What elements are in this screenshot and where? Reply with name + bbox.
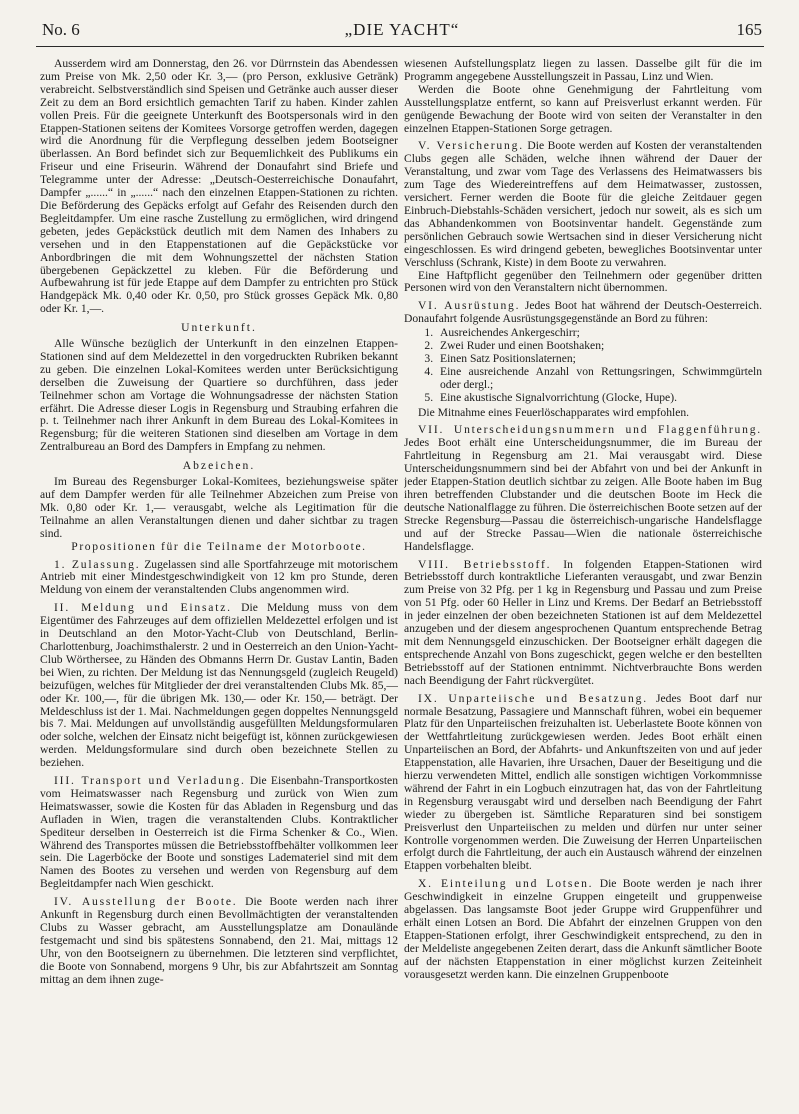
section-text: Die Boote werden auf Kosten der veranstaltenden Clubs gegen alle Schäden, welche ihnen während der Dauer der Veranstaltung, und zwar vom Tage des Verlassens des Heimatwassers bis zum Tage des Wiedereintreffens auf dem Heimatwasser, zustossen, versichert. Ferner werden die Boote für die gleiche Zeitdauer gegen Einbruch-Diebstahls-Schäden versichert, jedoch nur soweit, als es sich um das Abhandenkommen von Bootsinventar handelt. Gegenstände zum persönlichen Gebrauch sowie Wertsachen sind in dieser Versicherung nicht eingeschlossen. Es wird dringend gebeten, bewegliches Bootsinventar unter Verschluss (Schrank, Kiste) in dem Boote zu verwahren. [404, 139, 762, 269]
list-item: 5. Eine akustische Signalvorrichtung (Glocke, Hupe). [436, 392, 762, 405]
journal-title: „DIE YACHT“ [344, 20, 460, 39]
section-text: Jedes Boot erhält eine Unterscheidungsnummer, die im Bureau der Fahrtleitung in Regensburg am 21. Mai verausgabt wird. Diese Unterscheidungsnummern sind bei der Abfahrt von und bei der Ankunft in jeder Etappen-Station deutlich sichtbar zu zeigen. Alle Boote haben im Bug ihren betreffenden Clubstander und die deutschen Boote im Heck die deutsche Nationalflagge zu führen. Die österreichischen Boote setzen auf der Strecke Regensburg—Passau die österreichisch-ungarische Handelsflagge und auf der Strecke Passau—Wien die nationale österreichische Handelsflagge. [404, 436, 762, 553]
section-label: V. Versicherung. [418, 139, 524, 153]
list-item: 2. Zwei Ruder und einen Bootshaken; [436, 340, 762, 353]
section-label: VIII. Betriebsstoff. [418, 557, 552, 571]
header-rule [36, 46, 764, 47]
section-betriebsstoff [404, 559, 762, 688]
section-unterscheidung [404, 424, 762, 553]
section-text: In folgenden Etappen-Stationen wird Betriebsstoff durch kontraktliche Lieferanten verausgabt, und zwar Benzin zum Preise von 32 Pfg. per 1 kg in Regensburg und Passau und zum Preise von 51 Pfg. oder 60 Heller in Linz und Krems. Der Bedarf an Betriebsstoff in jeder einzelnen der oben bezeichneten Stationen ist auf dem Meldezettel anzugeben und der diesem angesprochenen Quantum entsprechende Betrag mit dem Nennungsgeld einzuschicken. Der Bootseigner erhält dagegen die entsprechende Anzahl von Bons zugeschickt, gegen welche er den bestellten Betriebsstoff auf der Stationen entnimmt. Nichtverbrauchte Bons werden nach Beendigung der Fahrt rückvergütet. [404, 557, 762, 687]
right-column [404, 58, 762, 1102]
section-label: III. Transport und Verladung. [54, 774, 246, 788]
paragraph-unterkunft: Alle Wünsche bezüglich der Unterkunft in den einzelnen Etappen-Stationen sind auf dem Meldezettel in den vorgedruckten Rubriken bekannt zu geben. Die einzelnen Lokal-Komitees werden unter Berücksichtigung derselben die Zuweisung der Quartiere so durchführen, dass jeder Teilnehmer schon am Vortage die Wohnungsadresse der nächsten Station erfährt. Die Adresse dieser Logis in Regensburg und Straubing erfahren die p. t. Teilnehmer nach ihrer Ankunft in dem Bureau des Lokal-Komitees in Regensburg; für die weiteren Stationen sind dieselben am Vortage in dem Zentralbureau an Bord des Dampfers in Empfang zu nehmen. [40, 337, 398, 454]
equipment-list [404, 327, 762, 404]
section-text: Jedes Boot hat während der Deutsch-Oesterreich. Donaufahrt folgende Ausrüstungsgegenstände an Bord zu führen: [404, 299, 762, 326]
section-versicherung [404, 140, 762, 269]
section-text: Die Boote werden nach ihrer Ankunft in Regensburg durch einen Bevollmächtigten der veranstaltenden Clubs zu Wasser gebracht, am Ausstellungsplatze am Donaulände festgemacht und sind bis spätestens Sonnabend, den 21. Mai, mittags 12 Uhr, von den Bootseignern zu übernehmen. Die letzteren sind verpflichtet, die Boote von Sonnabend, morgens 9 Uhr, bis zur Abfahrtszeit am Sonntag mittag an dem ihnen zuge- [40, 895, 398, 986]
section-einteilung [404, 878, 762, 981]
paragraph-feuerloescher: Die Mitnahme eines Feuerlöschapparates wird empfohlen. [418, 405, 690, 419]
left-column [40, 58, 398, 1102]
section-ausruestung [404, 300, 762, 326]
section-text: Die Meldung muss von dem Eigentümer des Fahrzeuges auf dem offiziellen Meldezettel erfolgen und ist in Deutschland an den Motor-Yacht-Club von Deutschland, Berlin-Charlottenburg, Joachimsthalerstr. 2 und in Oesterreich an den Union-Yacht-Club Wörthersee, zu Händen des Obmanns Herrn Dr. Gustav Lantin, Baden bei Wien, zu richten. Der Meldung ist das Nennungsgeld (zugleich Reugeld) beizufügen, welches für Mitglieder der drei veranstaltenden Clubs Mk. 85,— oder Kr. 100,—, für die übrigen Mk. 130,— oder Kr. 150,— beträgt. Der Meldeschluss ist der 1. Mai. Nachmeldungen gegen doppeltes Nennungsgeld bis 7. Mai. Meldungen auf unvollständig ausgefüllten Meldungsformularen oder solche, welchen der Einsatz nicht beigefügt ist, können zurückgewiesen werden. Meldungsformulare sind durch oben bezeichnete Stellen zu beziehen. [40, 601, 398, 770]
propositions-title: Propositionen für die Teilname der Motorboote. [71, 539, 367, 553]
section-label: VII. Unterscheidungsnummern und Flaggenführung. [418, 423, 762, 437]
list-item: 1. Ausreichendes Ankergeschirr; [436, 327, 762, 340]
paragraph-abzeichen: Im Bureau des Regensburger Lokal-Komitees, beziehungsweise später auf dem Dampfer werden für alle Teilnehmer Abzeichen zum Preise von Mk. 0,80 oder Kr. 1,— verausgabt, welche als Legitimation für die Teilnahme an allen Veranstaltungen dienen und daher sichtbar zu tragen sind. [40, 475, 398, 540]
list-item: 3. Einen Satz Positionslaternen; [436, 353, 762, 366]
section-text: Die Boote werden je nach ihrer Geschwindigkeit in einzelne Gruppen eingeteilt und gruppenweise abgelassen. Das langsamste Boot jeder Gruppe wird Gruppenführer und erhält einen Lotsen an Bord. Die Abfahrt der einzelnen Gruppen von den Etappen-Stationen erfolgt, ihrer Geschwindigkeit entsprechend, zu den in der Meldeliste angegebenen Zeiten derart, dass die Ankunft sämtlicher Boote auf der nächsten Etappenstation in einer möglichst kurzen Zeiteinheit vorausgesetzt werden kann. Die einzelnen Gruppenboote [404, 877, 762, 981]
list-item: 4. Eine ausreichende Anzahl von Rettungsringen, Schwimmgürteln oder dergl.; [436, 366, 762, 392]
issue-number: No. 6 [42, 20, 80, 39]
page-number: 165 [736, 20, 762, 39]
section-label: 1. Zulassung. [54, 557, 141, 571]
section-label: IV. Ausstellung der Boote. [54, 895, 238, 909]
heading-unterkunft: Unterkunft. [181, 321, 257, 335]
page-header [42, 20, 762, 44]
section-label: X. Einteilung und Lotsen. [418, 877, 594, 891]
section-text: Zugelassen sind alle Sportfahrzeuge mit motorischem Antrieb mit einer Mindestgeschwindigkeit von 12 km pro Stunde, deren Meldung von einem der veranstaltenden Clubs angenommen wird. [40, 557, 398, 597]
section-text: Jedes Boot darf nur normale Besatzung, Passagiere und Mannschaft führen, wobei ein bequemer Platz für den Unparteiischen freizuhalten ist. Ueberlastete Boote können von der Wettfahrtleitung zurückgewiesen werden. Jedes Boot erhält einen Unparteiischen an Bord, der Abfahrts- und Ankunftszeiten von und auf jeder Etappenstation, alle Havarien, ihre Ursachen, Dauer der Beseitigung und die hierzu verwendeten Mittel, endlich alle sonstigen wichtigen Vorkommnisse während der Fahrt in ein Logbuch einzutragen hat, das von der Fahrtleitung in Regensburg verausgabt wird und derselben nach Beendigung der Fahrt wieder zu übergeben ist. Sämtliche Reparaturen sind bei sonstigem Preisverlust den Unparteiischen zu melden und dürfen nur unter seiner Kontrolle vorgenommen werden. Die Zuweisung der Herren Unparteiischen erfolgt durch die Fahrtleitung, der auch ein Austausch während der einzelnen Etappen vorbehalten bleibt. [404, 691, 762, 873]
paragraph-haftpflicht: Eine Haftpflicht gegenüber den Teilnehmern oder gegenüber dritten Personen wird von den Veranstaltern nicht übernommen. [404, 268, 762, 295]
section-transport [40, 775, 398, 891]
section-meldung [40, 602, 398, 770]
section-unparteiische [404, 693, 762, 874]
section-ausstellung [40, 896, 398, 986]
paragraph-bewachung: Werden die Boote ohne Genehmigung der Fahrtleitung vom Ausstellungsplatze entfernt, so kann auf Preisverlust erkannt werden. Für genügende Bewachung der Boote wird von seiten der Veranstalter in den einzelnen Etappen-Stationen Sorge getragen. [404, 82, 762, 135]
section-zulassung [40, 559, 398, 598]
paragraph-ausstellung-cont: wiesenen Aufstellungsplatz liegen zu lassen. Dasselbe gilt für die im Programm angegebene Ausstellungszeit in Passau, Linz und Wien. [404, 58, 762, 83]
heading-abzeichen: Abzeichen. [182, 459, 256, 473]
section-label: VI. Ausrüstung. [418, 299, 521, 313]
section-label: IX. Unparteiische und Besatzung. [418, 691, 648, 705]
paragraph-verpflegung: Ausserdem wird am Donnerstag, den 26. vor Dürrnstein das Abendessen zum Preise von Mk. 2,50 oder Kr. 3,— (pro Person, exklusive Getränk) verabreicht. Selbstverständlich sind Speisen und Getränke auch ausser dieser Zeit zu dem an Bord ersichtlich gemachten Tarif zu haben. Kinder zahlen vollen Preis. Für die geeignete Unterkunft des Bootspersonals wird in den Etappen-Stationen seitens der Komitees Vorsorge getroffen werden, dagegen wird die Anordnung für die Verpflegung desselben jedem Bootseigner überlassen. An Bord befindet sich zur Bequemlichkeit des Publikums ein Friseur und eine Friseurin. Während der Donaufahrt sind Briefe und Telegramme unter der Adresse: „Deutsch-Oesterreichische Donaufahrt, Dampfer „......“ in „......“ nach den einzelnen Etappen-Stationen zu richten. Die Beförderung des Gepäcks erfolgt auf Gefahr des Reisenden durch den Begleitdampfer. Um eine rasche Zustellung zu ermöglichen, wird dringend gebeten, jedes Gepäckstück deutlich mit dem Namen des Inhabers zu versehen und in den Etappenstationen auf die Gepäckstücke vor Anbordbringen die mit dem Wohnungszettel der nächsten Station übergebenen Gepäckzettel zu kleben. Für die Beförderung und Aufbewahrung ist für jede Etappe auf dem Dampfer zu entrichten pro Stück Handgepäck Mk. 0,40 oder Kr. 0,50, pro Stück grosses Gepäck Mk. 0,80 oder Kr. 1,—. [40, 58, 398, 316]
section-text: Die Eisenbahn-Transportkosten vom Heimatswasser nach Regensburg und zurück von Wien zum Heimatswasser, sowie die Kosten für das Abladen in Regensburg und das Aufladen in Wien, tragen die veranstaltenden Clubs. Kontraktlicher Spediteur derselben in Oesterreich ist die Firma Schenker & Co., Wien. Während des Transportes müssen die Betriebsstoffbehälter vollkommen leer sein. Die Lagerböcke der Boote und sonstiges Lademateriel sind mit dem Namen des Bootes zu versehen und werden von Regensburg auf dem Begleitdampfer nach Wien geschickt. [40, 774, 398, 891]
section-label: II. Meldung und Einsatz. [54, 601, 232, 615]
